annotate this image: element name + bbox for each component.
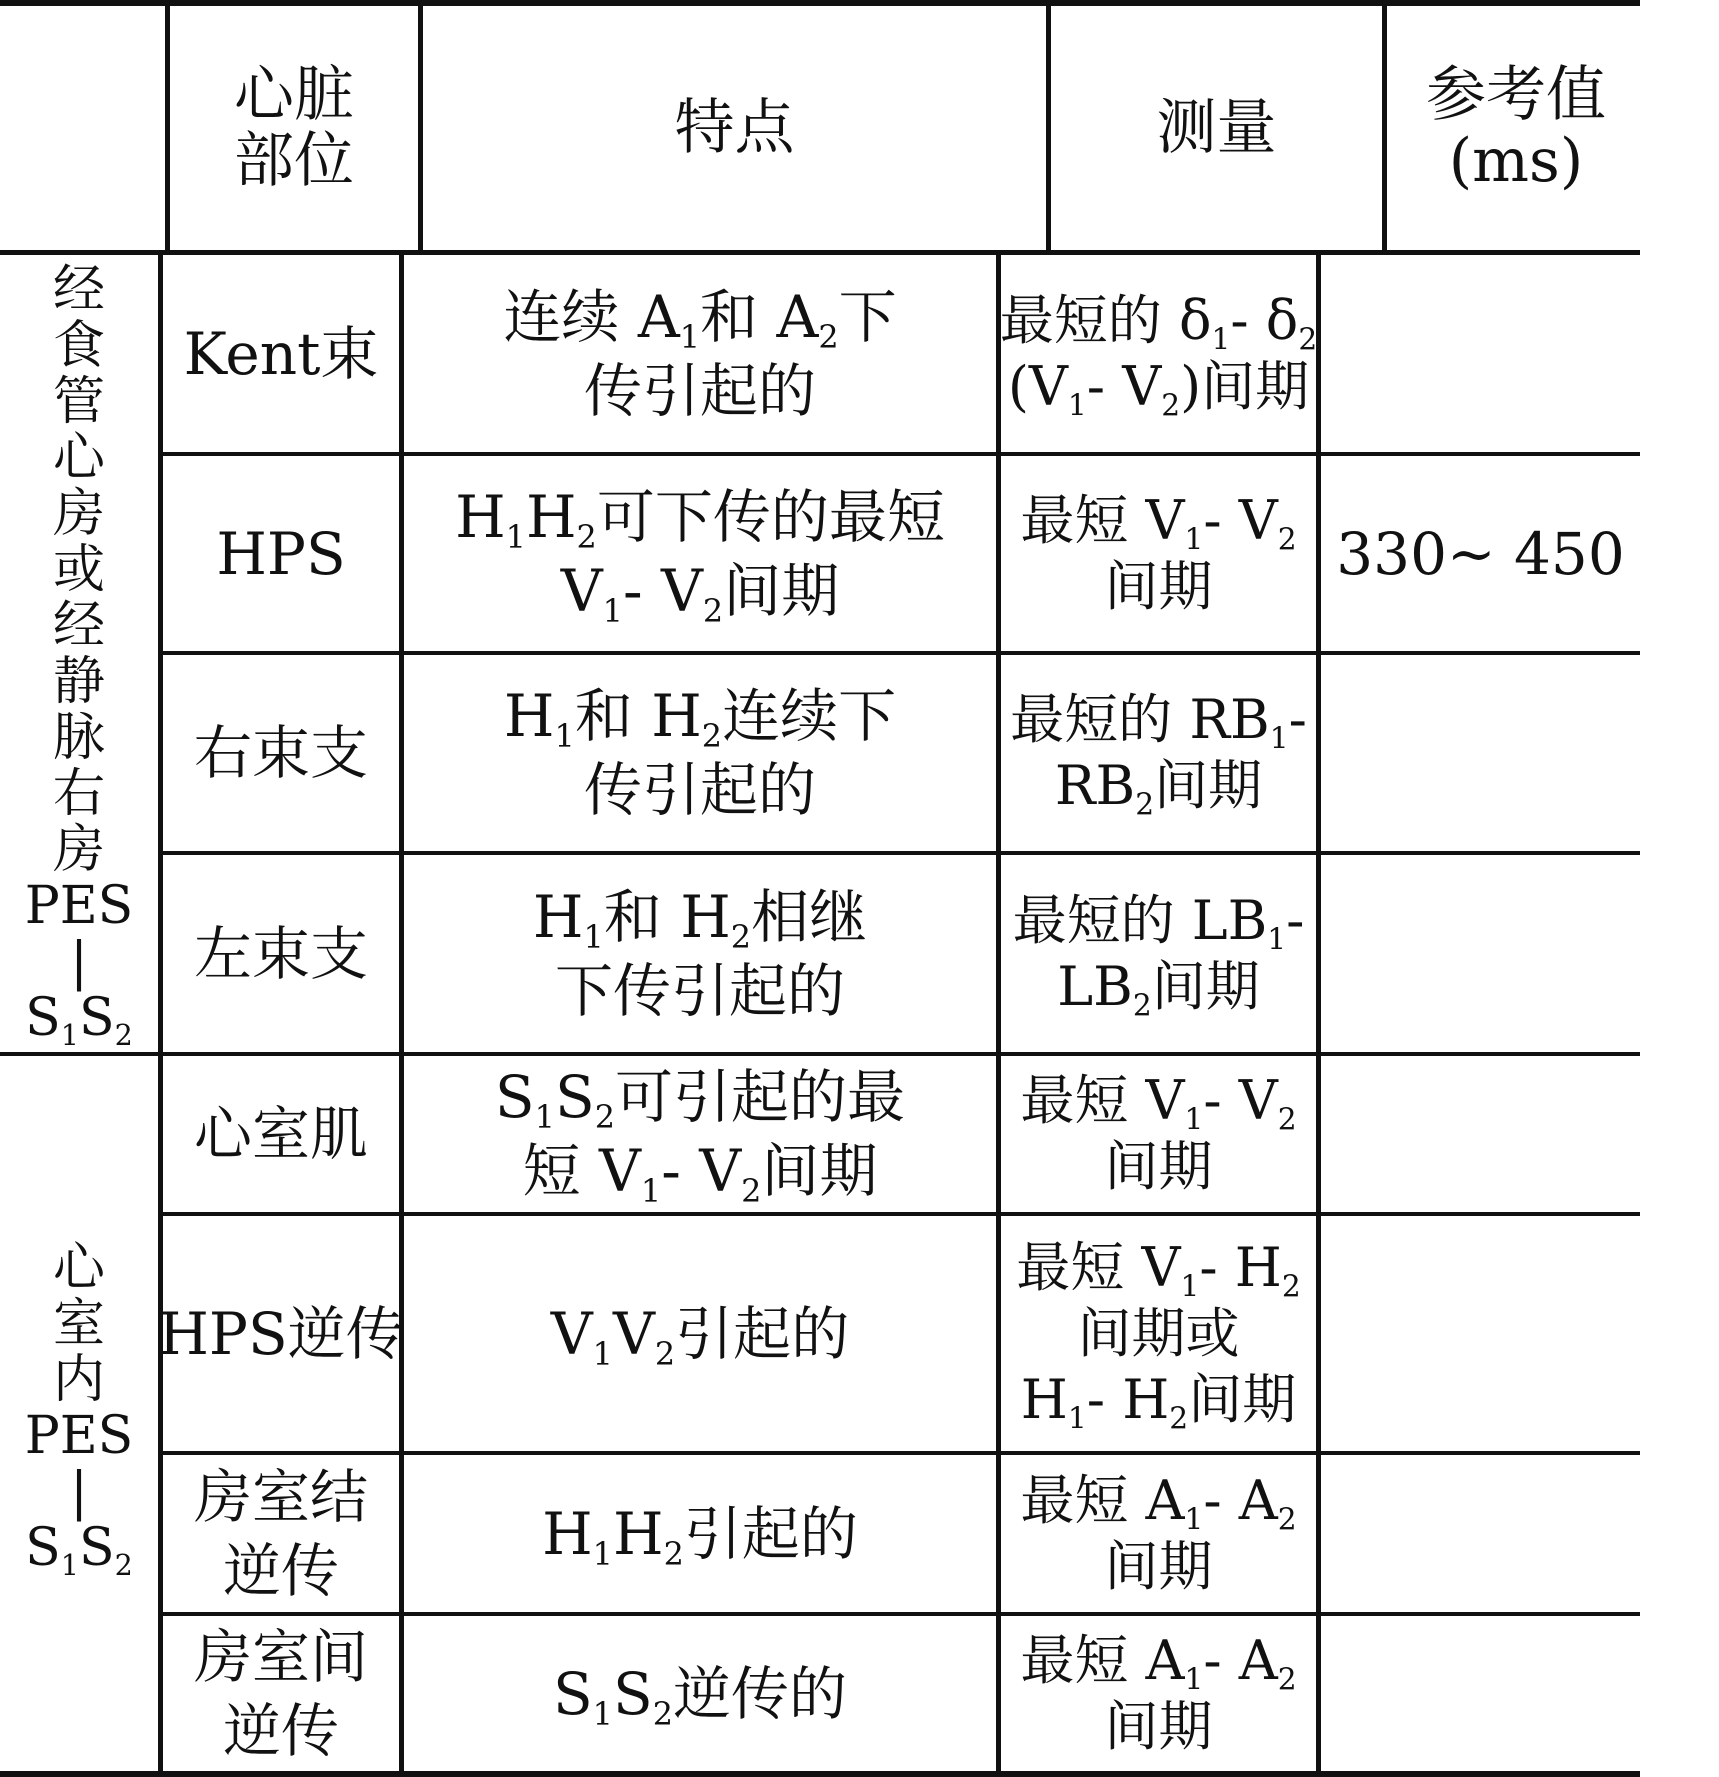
- cell-line: 逆传: [222, 1536, 340, 1605]
- measure-cell: [1001, 1056, 1316, 1212]
- group-label-char: 脉: [52, 708, 105, 768]
- site-cell: [163, 456, 399, 651]
- measure-cell: [1001, 1616, 1316, 1771]
- cell-line: $S_1S_2$可引起的最: [494, 1063, 906, 1137]
- group-label-intraventricular: [0, 1238, 158, 1582]
- cell-line: 短 $V_1-$ $V_2$间期: [522, 1137, 878, 1211]
- header-site: 心脏 部位: [234, 60, 354, 196]
- cell-line: 逆传: [222, 1696, 340, 1765]
- measure-cell: [1001, 456, 1316, 651]
- cell-line: Kent束: [183, 320, 379, 388]
- header-measure: 测量: [1156, 93, 1277, 163]
- reference-cell: [1321, 256, 1640, 452]
- measure-cell: [1001, 1216, 1316, 1451]
- header-empty: [0, 6, 165, 250]
- cell-line: HPS: [216, 519, 346, 588]
- cell-line: 间期或: [1077, 1301, 1240, 1365]
- cell-line: 间期: [1104, 1694, 1213, 1758]
- header-reference: 参考值 (ms): [1426, 60, 1606, 196]
- measure-cell: [1001, 655, 1316, 851]
- cell-line: 左束支: [193, 919, 369, 988]
- cell-line: HPS逆传: [158, 1299, 404, 1368]
- cell-line: $H_1H_2$引起的: [542, 1499, 858, 1573]
- cell-line: ($V_1-$ $V_2$)间期: [1007, 355, 1310, 424]
- group-label-char: 心: [52, 1238, 105, 1298]
- group-label-char: 室: [52, 1294, 105, 1354]
- group-label-char: $S_1S_2$: [25, 1518, 133, 1582]
- cell-line: 心室肌: [193, 1100, 369, 1168]
- header-feature: 特点: [674, 93, 795, 163]
- cell-line: 最短 $V_1-$ $V_2$: [1020, 1069, 1297, 1138]
- group-label-char: PES: [24, 876, 134, 936]
- cell-line: 最短的 $LB_1-$: [1012, 888, 1305, 957]
- group-label-char: 静: [52, 652, 105, 712]
- measure-cell: [1001, 855, 1316, 1052]
- feature-cell: [404, 1216, 996, 1451]
- cell-line: $V_1V_2$引起的: [550, 1299, 850, 1373]
- group-label-char: $S_1S_2$: [25, 988, 133, 1052]
- group-label-char: 房: [52, 820, 105, 880]
- cell-line: 最短 $V_1-$ $V_2$: [1020, 488, 1297, 557]
- cell-line: 最短的 $\delta_1-$ $\delta_2$: [999, 289, 1318, 358]
- reference-cell: [1321, 1616, 1640, 1771]
- cell-line: $S_1S_2$逆传的: [552, 1659, 848, 1733]
- cell-line: 传引起的: [583, 756, 817, 824]
- reference-cell: [1321, 1216, 1640, 1451]
- cell-line: 右束支: [193, 719, 369, 787]
- feature-cell: [404, 1056, 996, 1212]
- group-label-esophageal: [0, 260, 158, 1052]
- feature-cell: [404, 1455, 996, 1612]
- site-cell: [163, 655, 399, 851]
- cell-line: 最短 $A_1-$ $A_2$: [1020, 1468, 1297, 1537]
- site-cell: [163, 855, 399, 1052]
- group-label-char: PES: [24, 1406, 134, 1466]
- cell-line: 房室结: [193, 1462, 369, 1531]
- cell-line: 最短 $V_1-$ $H_2$: [1016, 1235, 1301, 1304]
- group-label-char: 经: [52, 596, 105, 656]
- cell-line: $H_1$和 $H_2$连续下: [503, 682, 897, 756]
- group-label-char: 右: [52, 764, 105, 824]
- feature-cell: [404, 456, 996, 651]
- reference-cell: [1321, 855, 1640, 1052]
- reference-cell: [1321, 1056, 1640, 1212]
- cell-line: 传引起的: [583, 357, 817, 425]
- cell-line: $H_1H_2$可下传的最短: [455, 482, 945, 556]
- group-label-char: |: [70, 1462, 88, 1522]
- reference-cell: [1321, 1455, 1640, 1612]
- group-label-char: |: [70, 932, 88, 992]
- cell-line: $H_1$和 $H_2$相继: [532, 882, 868, 956]
- cell-line: 连续 $A_1$和 $A_2$下: [503, 283, 897, 357]
- cell-line: 330~ 450: [1336, 519, 1625, 588]
- cell-line: 间期: [1104, 1534, 1213, 1598]
- rule-header-bottom: [0, 250, 1640, 255]
- cell-line: $LB_2$间期: [1057, 954, 1260, 1023]
- rule-bottom: [0, 1771, 1640, 1777]
- feature-cell: [404, 256, 996, 452]
- cell-line: $RB_2$间期: [1054, 754, 1263, 823]
- feature-cell: [404, 1616, 996, 1771]
- feature-cell: [404, 655, 996, 851]
- group-label-char: 食: [52, 316, 105, 376]
- group-label-char: 内: [52, 1350, 105, 1410]
- site-cell: [163, 1616, 399, 1771]
- site-cell: [158, 1216, 404, 1451]
- measure-cell: [1001, 1455, 1316, 1612]
- cell-line: 间期: [1104, 1135, 1213, 1198]
- feature-cell: [404, 855, 996, 1052]
- cell-line: 最短 $A_1-$ $A_2$: [1020, 1628, 1297, 1697]
- site-cell: [163, 256, 399, 452]
- group-label-char: 心: [52, 428, 105, 488]
- group-label-char: 经: [52, 260, 105, 320]
- site-cell: [163, 1056, 399, 1212]
- cell-line: 最短的 $RB_1-$: [1010, 688, 1307, 757]
- measure-cell: [1001, 256, 1316, 452]
- cell-line: 下传引起的: [554, 956, 846, 1025]
- group-label-char: 或: [52, 540, 105, 600]
- group-label-char: 管: [52, 372, 105, 432]
- cell-line: $H_1-$ $H_2$间期: [1020, 1367, 1297, 1436]
- cell-line: 间期: [1104, 554, 1213, 618]
- reference-cell: [1321, 456, 1640, 651]
- cell-line: $V_1-$ $V_2$间期: [560, 556, 840, 630]
- group-label-char: 房: [52, 484, 105, 544]
- cell-line: 房室间: [193, 1622, 369, 1691]
- reference-cell: [1321, 655, 1640, 851]
- site-cell: [163, 1455, 399, 1612]
